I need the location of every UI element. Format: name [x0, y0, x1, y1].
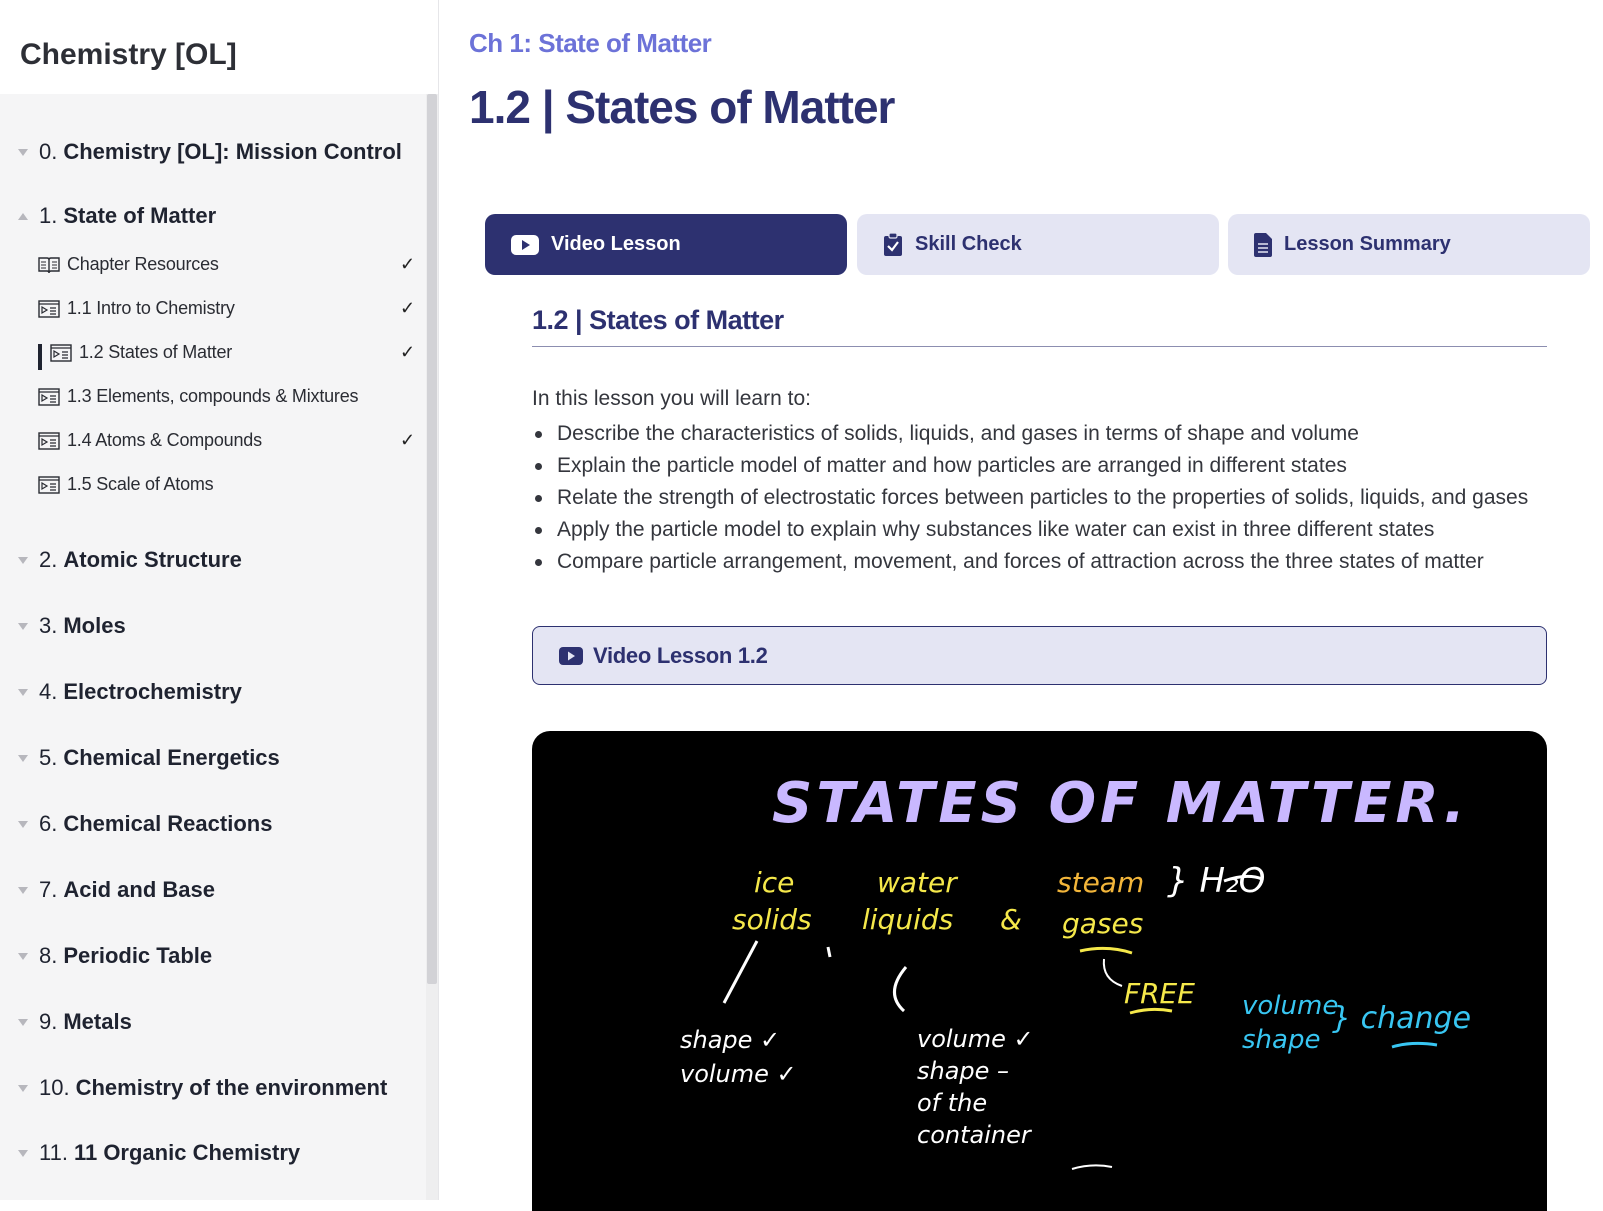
lesson-1-5[interactable]	[38, 474, 213, 495]
lesson-label: Chapter Resources	[67, 254, 219, 274]
chevron-down-icon	[18, 1150, 28, 1157]
board-word-h2o: } H₂O	[1167, 861, 1266, 901]
board-word-gases: gases	[1062, 907, 1144, 940]
completed-check-icon: ✓	[400, 430, 416, 450]
video-lesson-title: Video Lesson 1.2	[593, 642, 768, 668]
lesson-icon	[38, 388, 60, 406]
chapter-number: 10.	[39, 1075, 70, 1100]
video-icon	[511, 235, 539, 255]
chapter-number: 8.	[39, 943, 58, 968]
lesson-label: 1.2 States of Matter	[79, 342, 233, 362]
chapter-8[interactable]	[18, 943, 212, 969]
chapter-number: 3.	[39, 613, 58, 638]
tab-lesson-summary[interactable]	[1228, 214, 1590, 275]
section-divider	[532, 346, 1547, 347]
lesson-label: 1.5 Scale of Atoms	[67, 474, 214, 494]
chapter-name: State of Matter	[63, 203, 217, 228]
tab-label: Skill Check	[915, 233, 1022, 255]
chapter-number: 4.	[39, 679, 58, 704]
chapter-9[interactable]	[18, 1009, 132, 1035]
objective-item: Compare particle arrangement, movement, and forces of attraction across the three states of matter	[532, 546, 1528, 578]
chapter-name: Atomic Structure	[63, 547, 242, 572]
book-icon	[38, 256, 60, 274]
objective-item: Apply the particle model to explain why substances like water can exist in three different states	[532, 514, 1528, 546]
chapter-5[interactable]	[18, 745, 280, 771]
tab-label: Video Lesson	[551, 233, 681, 255]
chapter-number: 7.	[39, 877, 58, 902]
lesson-1-4[interactable]	[38, 430, 262, 451]
objective-item: Describe the characteristics of solids, liquids, and gases in terms of shape and volume	[532, 418, 1528, 450]
board-solid-notes: shape ✓ volume ✓	[680, 1026, 797, 1088]
lesson-label: 1.3 Elements, compounds & Mixtures	[67, 386, 359, 406]
lesson-icon	[38, 476, 60, 494]
chapter-name: Metals	[63, 1009, 132, 1034]
lesson-1-2[interactable]	[50, 342, 232, 363]
board-strokes	[532, 731, 1547, 1211]
chapter-1[interactable]	[18, 203, 216, 229]
lesson-icon	[50, 344, 72, 362]
video-lesson-header[interactable]	[532, 626, 1547, 685]
chapter-11[interactable]	[18, 1140, 300, 1166]
objectives-intro: In this lesson you will learn to:	[532, 387, 811, 410]
lesson-label: 1.4 Atoms & Compounds	[67, 430, 262, 450]
completed-check-icon: ✓	[400, 298, 416, 318]
lesson-1-1[interactable]	[38, 298, 235, 319]
video-player[interactable]	[532, 731, 1547, 1211]
course-title: Chemistry [OL]	[20, 38, 237, 71]
objective-item: Relate the strength of electrostatic forces between particles to the properties of solids, liquids, and gases	[532, 482, 1528, 514]
chapter-number: 11.	[39, 1140, 68, 1165]
clipboard-check-icon	[883, 233, 903, 257]
lesson-label: 1.1 Intro to Chemistry	[67, 298, 235, 318]
chapter-name: Periodic Table	[63, 943, 213, 968]
breadcrumb[interactable]: Ch 1: State of Matter	[469, 28, 712, 58]
section-title: 1.2 | States of Matter	[532, 305, 784, 335]
chapter-4[interactable]	[18, 679, 242, 705]
board-word-free: FREE	[1124, 977, 1195, 1010]
chapter-name: Chemical Reactions	[63, 811, 273, 836]
video-icon	[559, 647, 583, 665]
board-word-liquids: liquids	[862, 903, 954, 936]
lesson-icon	[38, 432, 60, 450]
chapter-10[interactable]	[18, 1075, 387, 1101]
chapter-2[interactable]	[18, 547, 242, 573]
chapter-name: Chemistry [OL]: Mission Control	[63, 139, 402, 164]
chevron-down-icon	[18, 755, 28, 762]
lesson-chapter-resources[interactable]	[38, 254, 219, 275]
active-indicator	[38, 344, 42, 370]
board-word-ice: ice	[754, 866, 795, 899]
lesson-1-3[interactable]	[38, 386, 358, 407]
board-word-and: &	[1000, 903, 1022, 936]
tab-video-lesson[interactable]	[485, 214, 847, 275]
chapter-name: Chemical Energetics	[63, 745, 280, 770]
lesson-icon	[38, 300, 60, 318]
chevron-down-icon	[18, 887, 28, 894]
objectives-list	[532, 418, 1528, 578]
chevron-down-icon	[18, 689, 28, 696]
sidebar-scrollbar-thumb[interactable]	[427, 94, 437, 984]
chapter-name: Moles	[63, 613, 126, 638]
chapter-name: 11 Organic Chemistry	[73, 1140, 301, 1165]
chevron-down-icon	[18, 953, 28, 960]
objective-item: Explain the particle model of matter and how particles are arranged in different states	[532, 450, 1528, 482]
tab-skill-check[interactable]	[857, 214, 1219, 275]
document-icon	[1254, 233, 1272, 257]
tab-label: Lesson Summary	[1284, 233, 1451, 255]
board-liquid-notes: volume ✓ shape – of the container	[917, 1025, 1034, 1149]
chevron-down-icon	[18, 1085, 28, 1092]
chapter-number: 1.	[39, 203, 58, 228]
page-title: 1.2 | States of Matter	[469, 81, 895, 133]
chapter-0[interactable]	[18, 139, 402, 165]
board-word-change: } change	[1332, 1001, 1472, 1036]
chevron-down-icon	[18, 1019, 28, 1026]
chapter-7[interactable]	[18, 877, 215, 903]
chapter-3[interactable]	[18, 613, 126, 639]
chevron-down-icon	[18, 821, 28, 828]
board-word-steam: steam	[1057, 866, 1145, 899]
chapter-6[interactable]	[18, 811, 272, 837]
chapter-name: Electrochemistry	[63, 679, 242, 704]
board-gas-notes: volume shape	[1242, 991, 1339, 1055]
board-heading: STATES OF MATTER.	[772, 771, 1469, 836]
chapter-number: 9.	[39, 1009, 58, 1034]
chevron-down-icon	[18, 623, 28, 630]
chevron-down-icon	[18, 557, 28, 564]
chapter-name: Chemistry of the environment	[75, 1075, 388, 1100]
chevron-down-icon	[18, 149, 28, 156]
chapter-name: Acid and Base	[63, 877, 215, 902]
completed-check-icon: ✓	[400, 342, 416, 362]
chevron-up-icon	[18, 213, 28, 220]
sidebar	[0, 0, 439, 1200]
chapter-number: 6.	[39, 811, 58, 836]
chapter-number: 0.	[39, 139, 58, 164]
board-word-solids: solids	[732, 903, 812, 936]
board-word-water: water	[877, 866, 957, 899]
sidebar-header	[0, 0, 438, 94]
completed-check-icon: ✓	[400, 254, 416, 274]
chapter-number: 2.	[39, 547, 58, 572]
chapter-number: 5.	[39, 745, 58, 770]
